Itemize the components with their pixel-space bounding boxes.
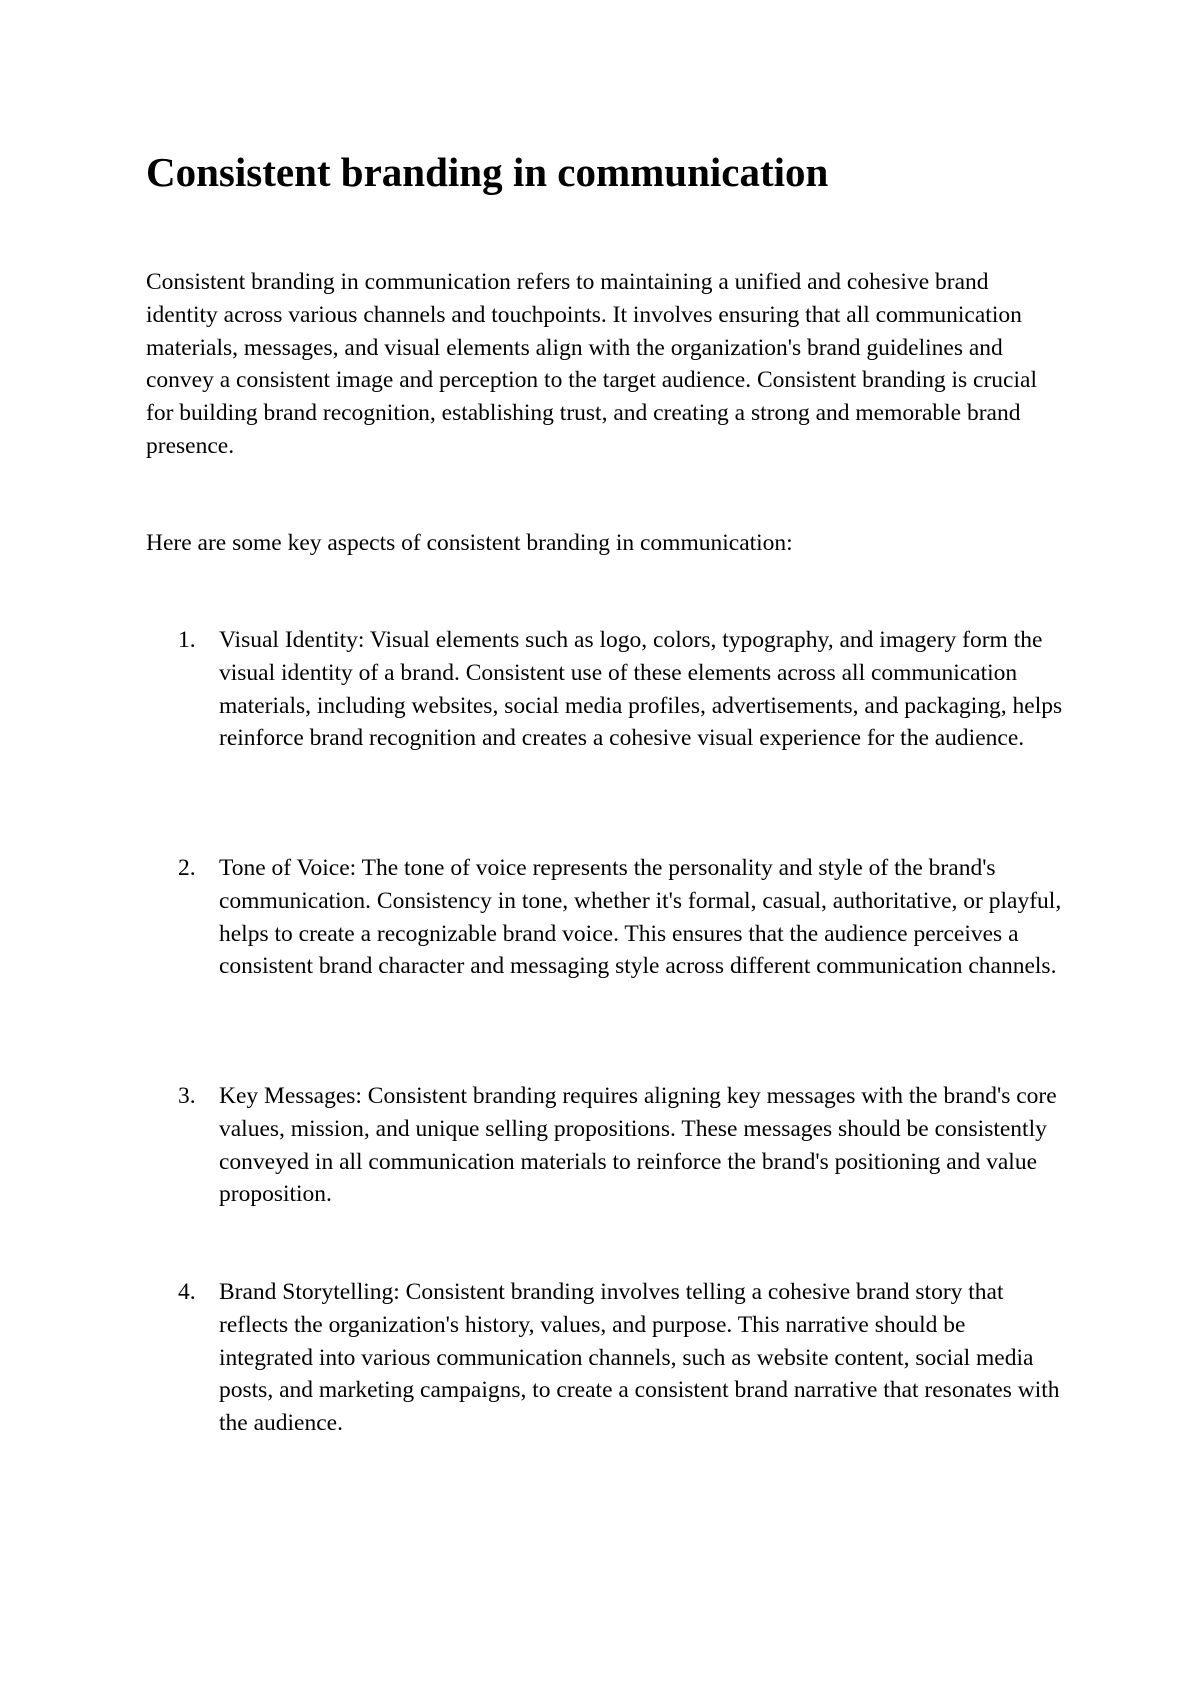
list-item-visual-identity <box>146 624 1066 755</box>
list-item-number: 1. <box>178 627 196 653</box>
intro-paragraph: Consistent branding in communication refers to maintaining a unified and cohesive brand identity across various channels and touchpoints. It involves ensuring that all communication materials, messages, and visual elements align with the organization's brand guidelines and convey a consistent image and perception to the target audience. Consistent branding is crucial for building brand recognition, establishing trust, and creating a strong and memorable brand presence. <box>146 269 1037 459</box>
list-item-tone-of-voice <box>146 852 1066 983</box>
list-item-key-messages <box>146 1080 1066 1211</box>
page-title: Consistent branding in communication <box>146 149 829 195</box>
list-item-number: 2. <box>178 855 196 881</box>
list-item-number: 4. <box>178 1279 196 1305</box>
list-item-brand-storytelling <box>146 1276 1066 1440</box>
list-item-text: Brand Storytelling: Consistent branding involves telling a cohesive brand story that reflects the organization's history, values, and purpose. This narrative should be integrated into various communication channels, such as website content, social media posts, and marketing campaigns, to create a consistent brand narrative that resonates with the audience. <box>219 1279 1060 1437</box>
list-item-text: Visual Identity: Visual elements such as logo, colors, typography, and imagery form the visual identity of a brand. Consistent use of these elements across all communication materials, including websites, social media profiles, advertisements, and packaging, helps reinforce brand recognition and creates a cohesive visual experience for the audience. <box>219 627 1063 752</box>
list-item-text: Tone of Voice: The tone of voice represents the personality and style of the brand's communication. Consistency in tone, whether it's formal, casual, authoritative, or playful, helps to create a recognizable brand voice. This ensures that the audience perceives a consistent brand character and messaging style across different communication channels. <box>219 855 1062 980</box>
list-lead-in: Here are some key aspects of consistent branding in communication: <box>146 530 793 556</box>
list-item-number: 3. <box>178 1083 196 1109</box>
list-item-text: Key Messages: Consistent branding requires aligning key messages with the brand's core values, mission, and unique selling propositions. These messages should be consistently conveyed in all communication materials to reinforce the brand's positioning and value proposition. <box>219 1083 1057 1208</box>
